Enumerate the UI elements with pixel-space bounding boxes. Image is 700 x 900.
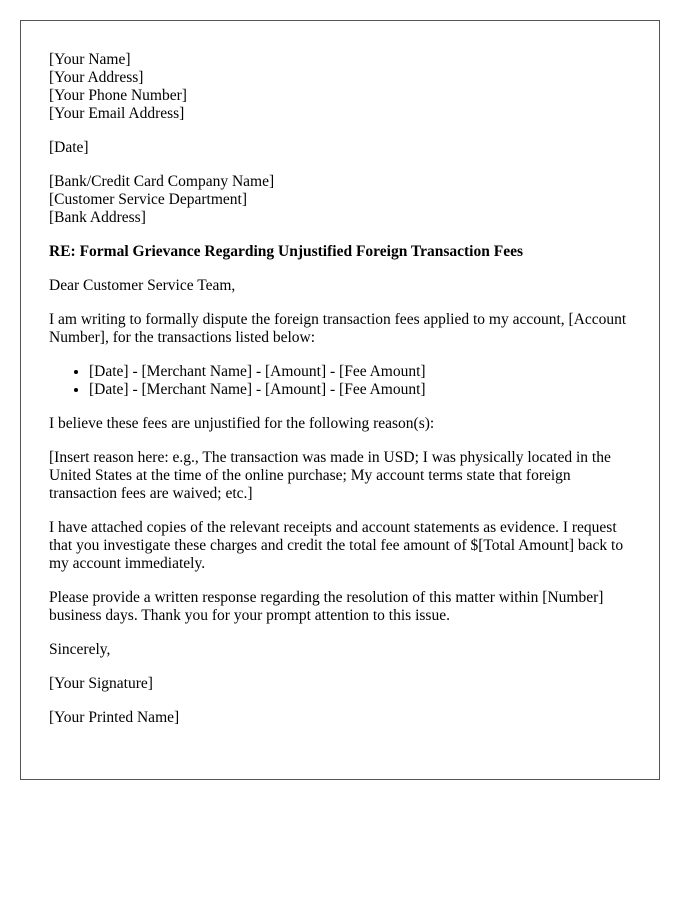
transaction-item: • [Date] - [Merchant Name] - [Amount] - [Fee Amount] <box>89 363 631 381</box>
transaction-list <box>49 363 631 399</box>
transaction-item: • [Date] - [Merchant Name] - [Amount] - [Fee Amount] <box>89 381 631 399</box>
recipient-department: [Customer Service Department] <box>49 191 247 208</box>
letter-page <box>20 20 660 780</box>
intro-paragraph: I am writing to formally dispute the foreign transaction fees applied to my account, [Account Number], for the transactions listed below: <box>49 311 627 346</box>
signature: [Your Signature] <box>49 675 153 692</box>
printed-name: [Your Printed Name] <box>49 709 180 726</box>
letter-date: [Date] <box>49 139 89 156</box>
request-paragraph: Please provide a written response regarding the resolution of this matter within [Number] business days. Thank you for your prompt attention to this issue. <box>49 589 604 624</box>
sender-name: [Your Name] <box>49 51 131 68</box>
belief-paragraph: I believe these fees are unjustified for the following reason(s): <box>49 415 435 432</box>
sender-address: [Your Address] <box>49 69 144 86</box>
sender-phone: [Your Phone Number] <box>49 87 187 104</box>
salutation: Dear Customer Service Team, <box>49 277 236 294</box>
recipient-address: [Bank Address] <box>49 209 146 226</box>
reason-paragraph: [Insert reason here: e.g., The transaction was made in USD; I was physically located in the United States at the time of the online purchase; My account terms state that foreign transaction fees are waived; etc.] <box>49 449 611 502</box>
sender-block <box>49 51 631 123</box>
sender-email: [Your Email Address] <box>49 105 185 122</box>
recipient-company: [Bank/Credit Card Company Name] <box>49 173 275 190</box>
recipient-block <box>49 173 631 227</box>
evidence-paragraph: I have attached copies of the relevant receipts and account statements as evidence. I request that you investigate these charges and credit the total fee amount of $[Total Amount] back to my account immediately. <box>49 519 624 572</box>
subject-line: RE: Formal Grievance Regarding Unjustified Foreign Transaction Fees <box>49 243 523 260</box>
closing: Sincerely, <box>49 641 111 658</box>
